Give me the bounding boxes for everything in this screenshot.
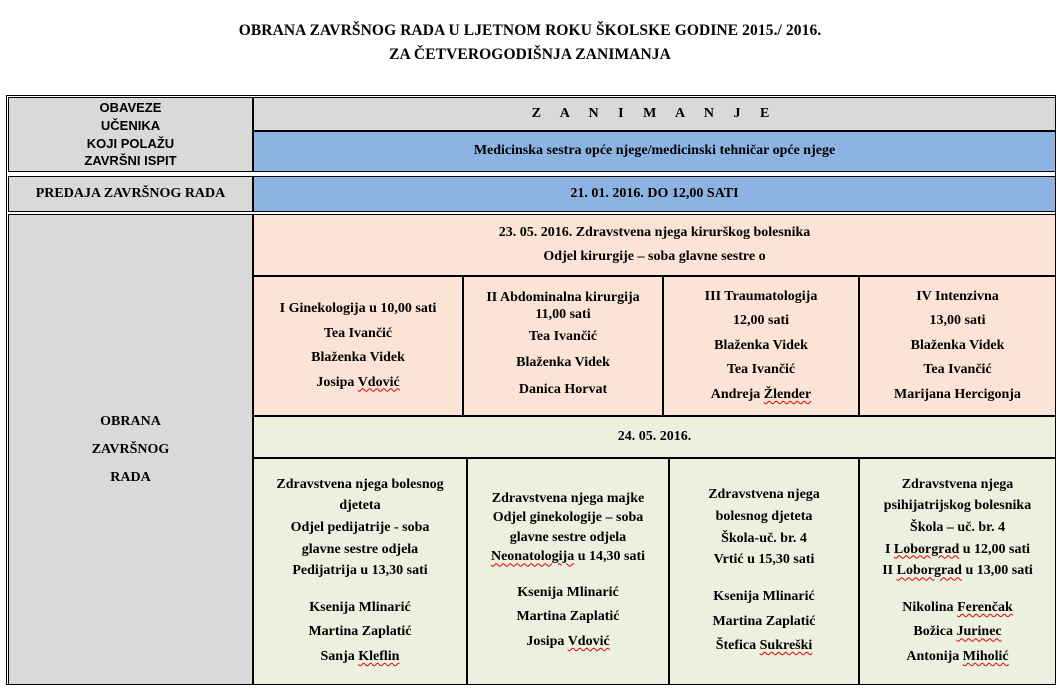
group-ward: Loborgrad [896,563,962,579]
group-ward: Neonatologija [490,549,575,565]
examiner: Nikolina Ferenčak [902,599,1013,615]
schedule-table [6,95,1056,685]
defense-line: RADA [110,469,151,485]
examiner: Martina Zaplatić [308,624,412,640]
submission-value: 21. 01. 2016. DO 12,00 SATI [253,176,1056,212]
group-line: II Loborgrad u 13,00 sati [882,563,1033,579]
day1-group [859,276,1056,416]
occupation-value: Medicinska sestra opće njege/medicinski tehničar opće njege [253,131,1056,172]
group-line: Vrtić u 15,30 sati [713,552,815,568]
occupation-label: Z A N I M A N J E [253,97,1056,131]
group-title: III Traumatologija [704,288,818,304]
examiner-surname: Kleflin [358,648,400,664]
group-line: glavne sestre odjela [509,529,627,545]
document-title: OBRANA ZAVRŠNOG RADA U LJETNOM ROKU ŠKOLSKE GODINE 2015./ 2016. [238,22,822,39]
examiner: Blaženka Videk [910,337,1005,353]
examiner: Marijana Hercigonja [894,386,1021,402]
day2-group [467,458,669,685]
submission-label: PREDAJA ZAVRŠNOG RADA [8,176,253,212]
examiner: Blaženka Videk [311,350,405,365]
day1-group [463,276,663,416]
group-time: 13,00 sati [929,313,986,329]
day1-line: Odjel kirurgije – soba glavne sestre o [543,249,766,264]
group-line: Zdravstvena njega [708,487,820,503]
defense-line: OBRANA [100,413,161,429]
day1-group [663,276,859,416]
group-line: I Loborgrad u 12,00 sati [884,541,1031,557]
group-line: Škola-uč. br. 4 [721,530,807,546]
examiner: Ksenija Mlinarić [713,589,815,605]
day2-header: 24. 05. 2016. [253,416,1056,458]
defense-line: ZAVRŠNOG [91,441,170,457]
examiner: Antonija Miholić [906,648,1009,664]
group-title: I Ginekologija u 10,00 sati [279,301,437,316]
group-line: Zdravstvena njega majke [491,490,645,506]
group-line: Odjel ginekologije – soba [492,510,644,526]
group-line: glavne sestre odjela [301,541,419,557]
examiner-surname: Miholić [962,648,1009,664]
examiner: Božica Jurinec [913,624,1002,640]
document-subtitle: ZA ČETVEROGODIŠNJA ZANIMANJA [389,46,671,63]
examiner: Andreja Žlender [710,386,812,402]
examiner-surname: Sukreški [759,638,813,654]
examiner: Josipa Vdović [316,374,400,390]
defense-label [8,214,253,685]
examiner: Martina Zaplatić [712,613,816,629]
group-line: Odjel pedijatrije - soba [290,519,430,535]
group-time: 12,00 sati [733,313,789,329]
day2-group [859,458,1056,685]
examiner-surname: Jurinec [956,624,1002,640]
examiner-surname: Vdović [357,374,400,390]
group-line: Zdravstvena njega bolesnog [276,476,444,492]
day1-line: 23. 05. 2016. Zdravstvena njega kirurškog bolesnika [498,224,811,240]
obligations-line: OBAVEZE [99,100,162,116]
examiner: Blaženka Videk [516,355,610,371]
group-line: psihijatrijskog bolesnika [883,498,1032,514]
examiner: Blaženka Videk [714,337,808,353]
examiner: Tea Ivančić [726,362,796,378]
examiner: Ksenija Mlinarić [517,584,619,600]
obligations-line: KOJI POLAŽU [86,135,175,151]
examiner-surname: Ferenčak [957,599,1013,615]
examiner: Tea Ivančić [923,362,992,378]
group-title: II Abdominalna kirurgija [486,289,640,305]
group-line: djeteta [339,498,381,514]
examiner: Sanja Kleflin [320,648,400,664]
examiner: Štefica Sukreški [715,638,813,654]
examiner: Ksenija Mlinarić [309,599,411,615]
examiner-surname: Vdović [567,633,610,649]
day2-group [669,458,859,685]
group-ward: Loborgrad [893,541,960,557]
day1-group [253,276,463,416]
group-time: 11,00 sati [535,307,591,323]
obligations-line: ZAVRŠNI ISPIT [84,153,177,169]
group-line: Pedijatrija u 13,30 sati [292,563,428,579]
group-line: bolesnog djeteta [715,509,813,525]
examiner: Martina Zaplatić [516,609,620,625]
examiner-surname: Žlender [763,386,812,402]
examiner: Tea Ivančić [323,325,393,341]
day1-header [253,214,1056,276]
group-line: Škola – uč. br. 4 [909,519,1006,535]
group-line: Neonatologija u 14,30 sati [490,549,645,565]
obligations-header [8,97,253,172]
day2-group [253,458,467,685]
examiner: Tea Ivančić [528,328,598,344]
group-title: IV Intenzivna [916,288,999,304]
obligations-line: UČENIKA [100,117,161,133]
examiner: Danica Horvat [518,381,608,397]
examiner: Josipa Vdović [526,633,610,649]
group-line: Zdravstvena njega [901,476,1014,492]
